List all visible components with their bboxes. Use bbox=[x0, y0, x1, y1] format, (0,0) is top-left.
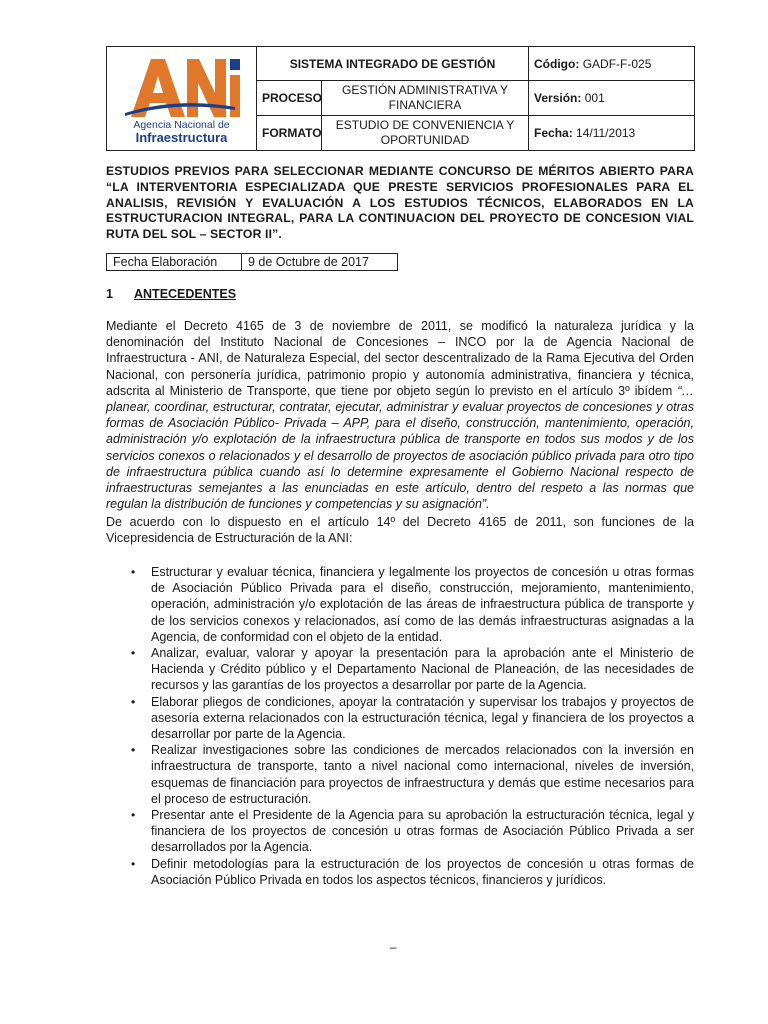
fecha-value: 14/11/2013 bbox=[576, 126, 636, 140]
list-item-text: Analizar, evaluar, valorar y apoyar la presentación para la aprobación ante el Ministerio de Hacienda y Crédito público y el Departamento Nacional de Planeación, de las necesidades de recursos y las garantías de los proyectos a desarrollar por parte de la Agencia. bbox=[151, 646, 694, 693]
fecha-elaboracion-label: Fecha Elaboración bbox=[107, 254, 242, 271]
ani-logo-icon bbox=[117, 53, 247, 119]
section-title: ANTECEDENTES bbox=[134, 287, 237, 301]
formato-label: FORMATO bbox=[257, 116, 322, 151]
bullet-icon: • bbox=[131, 646, 136, 661]
list-item-text: Realizar investigaciones sobre las condiciones de mercados relacionados con la inversión en infraestructura de transporte, tanto a nivel nacional como internacional, niveles de inversión, esquemas de financiación para proyectos de infraestructura y demás que estime necesarios para el proceso de estructuración. bbox=[151, 743, 694, 806]
list-item bbox=[106, 742, 694, 807]
section-number: 1 bbox=[106, 287, 113, 301]
paragraph-funciones: De acuerdo con lo dispuesto en el artículo 14º del Decreto 4165 de 2011, son funciones de la Vicepresidencia de Estructuración de la ANI: bbox=[106, 515, 694, 546]
fecha-elaboracion-table bbox=[106, 253, 398, 271]
list-item bbox=[106, 856, 694, 888]
paragraph-quote: “… planear, coordinar, estructurar, contratar, ejecutar, administrar y evaluar proyectos de concesiones y otras formas de Asociación Público- Privada – APP, para el diseño, construcción, mantenimiento, operación, administración y/o explotación de la infraestructura pública de transporte en todos sus modos y de los servicios conexos o relacionados y el desarrollo de proyectos de asociación público privada para otro tipo de infraestructura pública cuando así lo determine expresamente el Gobierno Nacional respecto de infraestructuras semejantes a las enunciadas en este artículo, dentro del respeto a las normas que regulan la distribución de funciones y competencias y su asignación”. bbox=[106, 383, 694, 512]
list-item-text: Definir metodologías para la estructuración de los proyectos de concesión u otras formas de Asociación Público Privada en todos los aspectos técnicos, financieros y jurídicos. bbox=[151, 856, 694, 887]
header-table bbox=[106, 46, 695, 151]
list-item bbox=[106, 564, 694, 645]
version-value: 001 bbox=[584, 91, 605, 105]
logo-cell bbox=[107, 47, 257, 151]
list-item-text: Presentar ante el Presidente de la Agencia para su aprobación la estructuración técnica, legal y financiera de los proyectos de concesión u otras formas de Asociación Público Privada a ser desarrollados por la Agencia. bbox=[151, 808, 694, 855]
proceso-label: PROCESO bbox=[257, 81, 322, 116]
bullet-icon: • bbox=[131, 856, 136, 871]
bullet-icon: • bbox=[131, 808, 136, 823]
logo-line2: Infraestructura bbox=[135, 129, 228, 145]
bullet-icon: • bbox=[131, 743, 136, 758]
code-value: GADF-F-025 bbox=[582, 56, 652, 71]
system-title: SISTEMA INTEGRADO DE GESTIÓN bbox=[257, 47, 529, 81]
ani-logo bbox=[117, 53, 247, 145]
fecha-cell bbox=[529, 116, 695, 151]
bullet-icon: • bbox=[131, 565, 136, 579]
fecha-elaboracion-value: 9 de Octubre de 2017 bbox=[242, 254, 398, 271]
formato-value: ESTUDIO DE CONVENIENCIA Y OPORTUNIDAD bbox=[322, 116, 529, 151]
document-title: ESTUDIOS PREVIOS PARA SELECCIONAR MEDIANTE CONCURSO DE MÉRITOS ABIERTO PARA “LA INTERVENTORIA ESPECIALIZADA QUE PRESTE SERVICIOS PROFESIONALES PARA EL ANALISIS, REVISIÓN Y EVALUACIÓN A LOS ESTUDIOS TÉCNICOS, ELABORADOS EN LA ESTRUCTURACION INTEGRAL, PARA LA CONTINUACION DEL PROYECTO DE CONCESION VIAL RUTA DEL SOL – SECTOR II”. bbox=[106, 164, 694, 242]
list-item bbox=[106, 807, 694, 856]
fecha-label: Fecha: bbox=[534, 126, 573, 140]
list-item-text: Estructurar y evaluar técnica, financiera y legalmente los proyectos de concesión u otras formas de Asociación Público Privada para el diseño, construcción, mejoramiento, mantenimiento, operación, administración y/o explotación de las áreas de infraestructura pública de transporte y de los servicios conexos y relacionados, así como de las demás infraestructuras asignadas a la Agencia, de conformidad con el objeto de la entidad. bbox=[151, 565, 694, 644]
list-item bbox=[106, 645, 694, 694]
list-item-text: Elaborar pliegos de condiciones, apoyar la contratación y supervisar los trabajos y proyectos de asesoría externa relacionados con la estructuración técnica, legal y financiera de los proyectos a desarrollar por parte de la Agencia. bbox=[151, 694, 694, 742]
bullet-icon: • bbox=[131, 694, 136, 709]
code-label: Código: bbox=[534, 56, 580, 71]
code-cell bbox=[529, 47, 695, 81]
version-label: Versión: bbox=[534, 91, 582, 105]
version-cell bbox=[529, 81, 695, 116]
paragraph-text: Mediante el Decreto 4165 de 3 de noviembre de 2011, se modificó la naturaleza jurídica y la denominación del Instituto Nacional de Concesiones – INCO por la de Agencia Nacional de Infraestructura - ANI, de Naturaleza Especial, del sector descentralizado de la Rama Ejecutiva del Orden Nacional, con personería jurídica, patrimonio propio y autonomía administrativa, financiera y técnica, adscrita al Ministerio de Transporte, que tiene por objeto según lo previsto en el artículo 3º ibídem bbox=[106, 319, 694, 398]
paragraph-antecedentes bbox=[106, 318, 694, 512]
proceso-value: GESTIÓN ADMINISTRATIVA Y FINANCIERA bbox=[322, 81, 529, 116]
funciones-list bbox=[106, 564, 694, 888]
logo-line1: Agencia Nacional de bbox=[133, 118, 230, 131]
list-item bbox=[106, 694, 694, 743]
page-marker: – bbox=[390, 940, 397, 954]
